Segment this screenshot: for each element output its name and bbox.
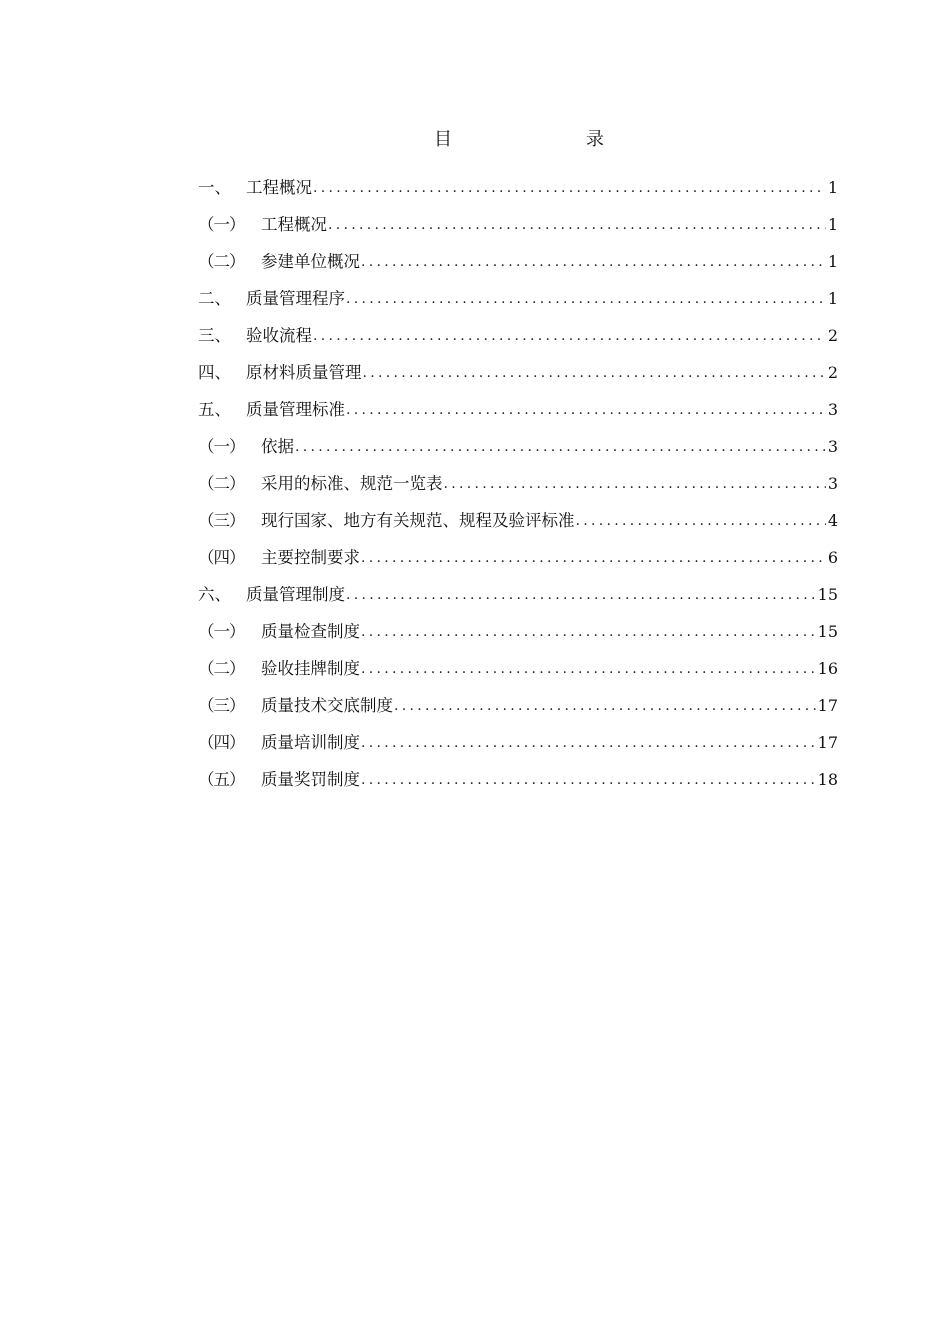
toc-entry-number: （三） [198,696,245,715]
toc-entry[interactable] [198,165,838,202]
toc-entry-page-number: 3 [827,437,838,456]
toc-entry-number: （四） [198,548,245,567]
toc-entry-number: 四、 [198,363,231,382]
toc-entry[interactable] [198,350,838,387]
toc-title-char-1: 目 [434,129,452,150]
toc-dot-leader [345,581,816,609]
toc-dot-leader [443,470,826,498]
toc-title-char-2: 录 [586,129,604,150]
toc-entry-label: 质量技术交底制度 [261,696,393,715]
toc-entry[interactable] [198,313,838,350]
toc-dot-leader [360,618,816,646]
toc-entry-page-number: 15 [817,622,838,641]
toc-entry-label: 验收流程 [246,326,312,345]
toc-entry-label: 工程概况 [246,178,312,197]
toc-dot-leader [360,729,816,757]
toc-entry[interactable] [198,461,838,498]
toc-dot-leader [312,322,826,350]
toc-entry[interactable] [198,646,838,683]
toc-entry-page-number: 2 [827,326,838,345]
toc-entry-label: 验收挂牌制度 [261,659,360,678]
toc-entry[interactable] [198,202,838,239]
toc-dot-leader [312,174,826,202]
toc-dot-leader [360,655,816,683]
toc-entry-number: 五、 [198,400,231,419]
toc-entry-number: 二、 [198,289,231,308]
toc-dot-leader [345,396,826,424]
toc-entry-page-number: 1 [827,178,838,197]
toc-entry-label: 质量管理制度 [246,585,345,604]
toc-entry-number: 三、 [198,326,231,345]
toc-entry-number: （二） [198,659,245,678]
toc-entry[interactable] [198,683,838,720]
toc-entry-page-number: 15 [817,585,838,604]
toc-entry-label: 质量培训制度 [261,733,360,752]
toc-entry[interactable] [198,239,838,276]
toc-entry-page-number: 17 [817,733,838,752]
toc-entry-page-number: 1 [827,252,838,271]
toc-entry-label: 质量检查制度 [261,622,360,641]
toc-dot-leader [393,692,816,720]
table-of-contents [198,165,838,794]
toc-entry[interactable] [198,609,838,646]
toc-entry[interactable] [198,535,838,572]
toc-entry-number: （二） [198,474,245,493]
toc-entry-page-number: 3 [827,474,838,493]
toc-entry-page-number: 6 [827,548,838,567]
toc-entry-label: 质量管理程序 [246,289,345,308]
toc-entry-number: （三） [198,511,245,530]
toc-entry[interactable] [198,387,838,424]
toc-entry-page-number: 1 [827,215,838,234]
toc-entry-number: （一） [198,622,245,641]
toc-entry-label: 原材料质量管理 [246,363,362,382]
toc-entry-label: 主要控制要求 [261,548,360,567]
toc-entry[interactable] [198,757,838,794]
toc-entry-page-number: 3 [827,400,838,419]
toc-entry-number: （四） [198,733,245,752]
toc-dot-leader [575,507,826,535]
toc-dot-leader [362,359,826,387]
toc-entry-number: （五） [198,770,245,789]
toc-entry-number: 六、 [198,585,231,604]
toc-entry-label: 质量奖罚制度 [261,770,360,789]
toc-dot-leader [360,766,816,794]
toc-entry-page-number: 2 [827,363,838,382]
toc-dot-leader [345,285,826,313]
toc-dot-leader [360,544,826,572]
toc-entry[interactable] [198,424,838,461]
toc-entry-label: 现行国家、地方有关规范、规程及验评标准 [261,511,575,530]
toc-entry-label: 依据 [261,437,294,456]
toc-dot-leader [327,211,826,239]
toc-entry-page-number: 4 [827,511,838,530]
toc-entry[interactable] [198,276,838,313]
toc-entry-page-number: 1 [827,289,838,308]
toc-entry-number: （二） [198,252,245,271]
toc-dot-leader [294,433,826,461]
toc-entry-page-number: 17 [817,696,838,715]
toc-entry-number: （一） [198,215,245,234]
toc-entry-page-number: 16 [817,659,838,678]
toc-entry-label: 参建单位概况 [261,252,360,271]
toc-title [0,126,950,154]
toc-entry[interactable] [198,498,838,535]
toc-entry-number: （一） [198,437,245,456]
toc-entry-page-number: 18 [817,770,838,789]
toc-entry-label: 工程概况 [261,215,327,234]
toc-dot-leader [360,248,826,276]
toc-entry-label: 采用的标准、规范一览表 [261,474,443,493]
toc-entry[interactable] [198,720,838,757]
toc-entry-number: 一、 [198,178,231,197]
toc-entry[interactable] [198,572,838,609]
toc-entry-label: 质量管理标准 [246,400,345,419]
